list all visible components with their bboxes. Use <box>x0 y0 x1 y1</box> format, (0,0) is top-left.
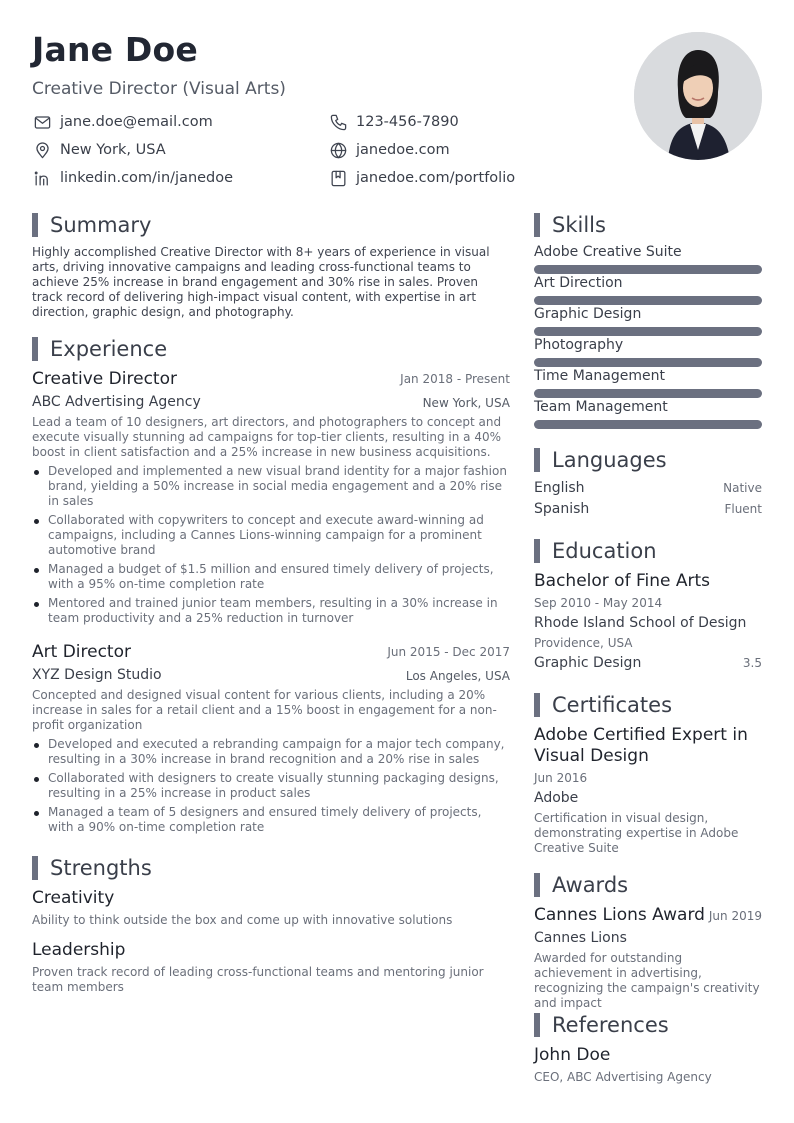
job-bullet: Collaborated with copywriters to concept and execute award-winning ad campaigns, including a Cannes Lions-winning campaign for a prominent automotive brand <box>32 513 510 558</box>
contact-phone-text: 123-456-7890 <box>356 114 459 130</box>
education-gpa: 3.5 <box>742 656 762 670</box>
portfolio-bookmark-icon <box>328 168 348 188</box>
languages-heading <box>534 447 667 473</box>
language-name: Spanish <box>534 501 590 517</box>
certificate-title: Adobe Certified Expert in Visual Design <box>534 725 748 766</box>
linkedin-icon <box>32 168 52 188</box>
certificate-date: Jun 2016 <box>534 771 588 785</box>
candidate-name: Jane Doe <box>32 30 198 69</box>
job-bullet: Developed and implemented a new visual brand identity for a major fashion brand, yielding a 50% increase in social media engagement and a 20% rise in sales <box>32 464 510 509</box>
summary-heading-text: Summary <box>50 213 152 237</box>
job-bullets <box>32 737 510 839</box>
profile-photo-image <box>634 32 762 160</box>
contact-email[interactable] <box>32 111 213 133</box>
job-date: Jun 2015 - Dec 2017 <box>387 645 510 659</box>
education-degree: Bachelor of Fine Arts <box>534 571 711 591</box>
education-date: Sep 2010 - May 2014 <box>534 596 663 610</box>
job-description: Lead a team of 10 designers, art directors, and photographers to concept and execute visually stunning ad campaigns for top-tier clients, resulting in a 40% boost in client satisfaction and a 25% increase in new business acquisitions. <box>32 415 502 459</box>
references-heading-text: References <box>552 1013 669 1037</box>
skills-list <box>534 244 762 430</box>
award-issuer: Cannes Lions <box>534 930 627 946</box>
strengths-heading <box>32 855 152 881</box>
education-heading-text: Education <box>552 539 657 563</box>
skill-bar-track <box>534 389 762 398</box>
skill-bar-fill <box>534 389 762 398</box>
contact-linkedin[interactable] <box>32 167 233 189</box>
candidate-role: Creative Director (Visual Arts) <box>32 79 286 99</box>
location-pin-icon <box>32 140 52 160</box>
award-date: Jun 2019 <box>708 909 762 923</box>
languages-heading-text: Languages <box>552 448 667 472</box>
award-title: Cannes Lions Award <box>534 905 705 925</box>
skill-bar-track <box>534 358 762 367</box>
section-accent-bar <box>32 213 38 237</box>
phone-icon <box>328 112 348 132</box>
skill-bar-track <box>534 265 762 274</box>
contact-location <box>32 139 166 161</box>
job-bullet: Managed a budget of $1.5 million and ensured timely delivery of projects, with a 95% on-time completion rate <box>32 562 510 592</box>
skill-bar-fill <box>534 420 762 429</box>
section-accent-bar <box>534 693 540 717</box>
strengths-heading-text: Strengths <box>50 856 152 880</box>
section-accent-bar <box>534 873 540 897</box>
skill-bar-fill <box>534 358 762 367</box>
skill-item <box>534 306 762 337</box>
language-name: English <box>534 480 585 496</box>
skill-label: Graphic Design <box>534 306 642 322</box>
section-accent-bar <box>32 337 38 361</box>
references-heading <box>534 1012 669 1038</box>
job-bullet: Collaborated with designers to create visually stunning packaging designs, resulting in a 25% increase in product sales <box>32 771 510 801</box>
contact-portfolio[interactable] <box>328 167 515 189</box>
strength-title: Creativity <box>32 888 115 908</box>
job-date: Jan 2018 - Present <box>400 372 510 386</box>
reference-position: CEO, ABC Advertising Agency <box>534 1070 712 1084</box>
contact-website-text: janedoe.com <box>356 142 450 158</box>
strength-title: Leadership <box>32 940 126 960</box>
job-location: New York, USA <box>422 396 510 410</box>
job-bullet: Developed and executed a rebranding campaign for a major tech company, resulting in a 30% increase in brand recognition and a 20% rise in sales <box>32 737 510 767</box>
job-company: XYZ Design Studio <box>32 667 162 683</box>
language-level: Fluent <box>724 502 762 516</box>
education-field-row <box>534 655 762 671</box>
experience-heading <box>32 336 167 362</box>
skill-label: Photography <box>534 337 624 353</box>
globe-icon <box>328 140 348 160</box>
certificate-description: Certification in visual design, demonstrating expertise in Adobe Creative Suite <box>534 811 739 855</box>
certificate-issuer: Adobe <box>534 790 579 806</box>
job-company: ABC Advertising Agency <box>32 394 201 410</box>
skill-item <box>534 337 762 368</box>
skill-label: Time Management <box>534 368 665 384</box>
section-accent-bar <box>534 448 540 472</box>
skill-item <box>534 368 762 399</box>
language-row <box>534 501 762 517</box>
job-description: Concepted and designed visual content for various clients, including a 20% increase in sales for a retail client and a 15% boost in engagement for a non-profit organization <box>32 688 497 732</box>
job-bullet: Mentored and trained junior team members, resulting in a 30% increase in team productivity and a 25% reduction in turnover <box>32 596 510 626</box>
skill-bar-track <box>534 296 762 305</box>
summary-text: Highly accomplished Creative Director with 8+ years of experience in visual arts, driving innovative campaigns and leading cross-functional teams to achieve 25% increase in brand engagement and 30% rise in sales. Proven track record of delivering high-impact visual content, with expertise in art direction, graphic design, and photography. <box>32 245 490 319</box>
skill-bar-track <box>534 420 762 429</box>
job-bullets <box>32 464 510 630</box>
strength-text: Ability to think outside the box and come up with innovative solutions <box>32 913 453 927</box>
section-accent-bar <box>534 539 540 563</box>
award-header-row <box>534 905 762 925</box>
skills-heading <box>534 212 606 238</box>
contact-phone[interactable] <box>328 111 459 133</box>
strength-text: Proven track record of leading cross-functional teams and mentoring junior team members <box>32 965 484 994</box>
contact-email-text: jane.doe@email.com <box>60 114 213 130</box>
language-level: Native <box>723 481 762 495</box>
education-location: Providence, USA <box>534 636 633 650</box>
experience-heading-text: Experience <box>50 337 168 361</box>
summary-heading <box>32 212 151 238</box>
skill-bar-fill <box>534 327 762 336</box>
education-school: Rhode Island School of Design <box>534 615 747 631</box>
section-accent-bar <box>534 1013 540 1037</box>
job-title: Creative Director <box>32 369 177 389</box>
contact-portfolio-text: janedoe.com/portfolio <box>356 170 516 186</box>
skill-bar-fill <box>534 265 762 274</box>
skill-bar-fill <box>534 296 762 305</box>
skill-item <box>534 399 762 430</box>
contact-website[interactable] <box>328 139 450 161</box>
awards-heading-text: Awards <box>552 873 629 897</box>
skill-bar-track <box>534 327 762 336</box>
section-accent-bar <box>534 213 540 237</box>
education-field: Graphic Design <box>534 655 642 671</box>
award-description: Awarded for outstanding achievement in advertising, recognizing the campaign's creativity and impact <box>534 951 760 1010</box>
awards-heading <box>534 872 628 898</box>
job-location: Los Angeles, USA <box>405 669 510 683</box>
job-title: Art Director <box>32 642 131 662</box>
section-accent-bar <box>32 856 38 880</box>
language-row <box>534 480 762 496</box>
certificates-heading-text: Certificates <box>552 693 673 717</box>
skill-label: Adobe Creative Suite <box>534 244 682 260</box>
contact-linkedin-text: linkedin.com/in/janedoe <box>60 170 234 186</box>
education-heading <box>534 538 657 564</box>
skill-label: Team Management <box>534 399 668 415</box>
contact-location-text: New York, USA <box>60 142 166 158</box>
mail-icon <box>32 112 52 132</box>
reference-name: John Doe <box>534 1045 611 1065</box>
certificates-heading <box>534 692 672 718</box>
profile-photo <box>634 32 762 160</box>
skill-item <box>534 275 762 306</box>
job-bullet: Managed a team of 5 designers and ensured timely delivery of projects, with a 90% on-time completion rate <box>32 805 510 835</box>
skills-heading-text: Skills <box>552 213 606 237</box>
skill-item <box>534 244 762 275</box>
skill-label: Art Direction <box>534 275 623 291</box>
